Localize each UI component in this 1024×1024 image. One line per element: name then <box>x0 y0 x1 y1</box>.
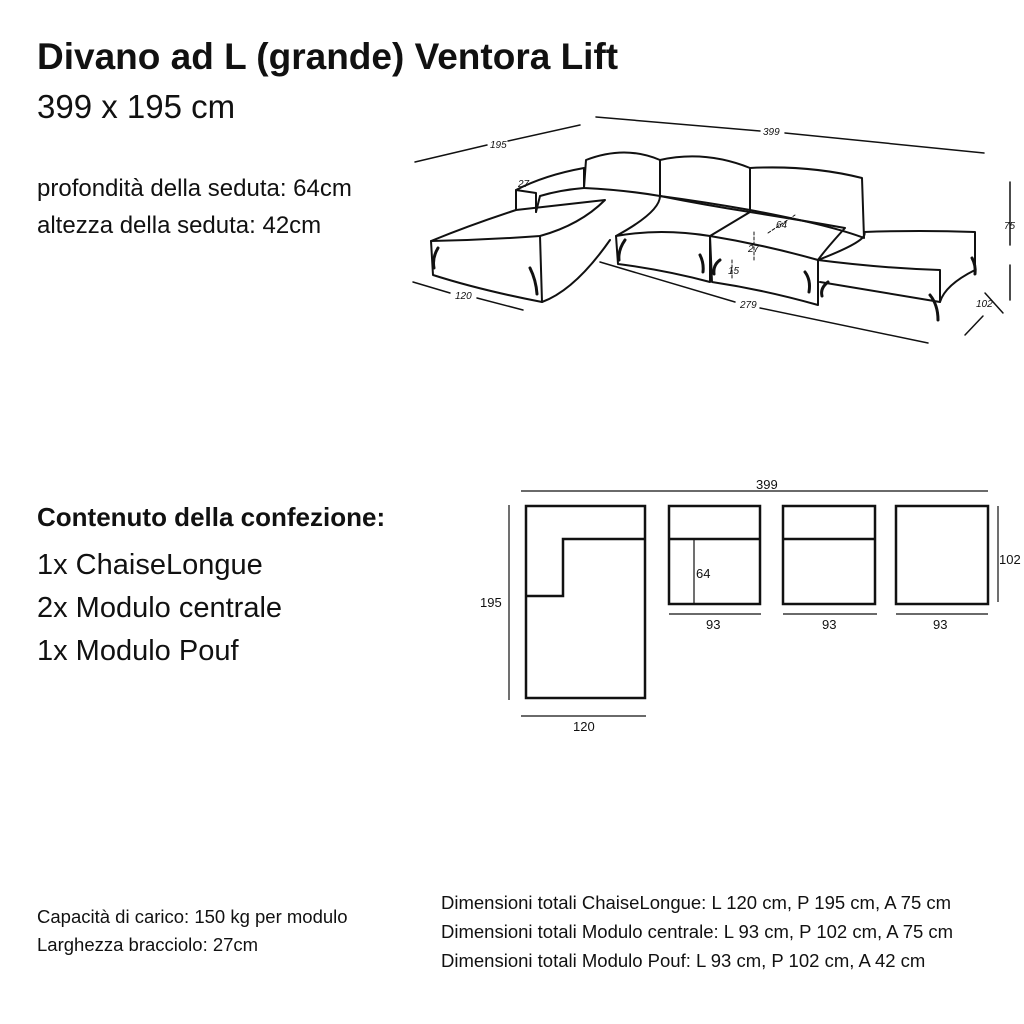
package-item: 1x ChaiseLongue <box>37 549 263 581</box>
central-module-outline <box>669 506 760 604</box>
pouf-module-outline <box>896 506 988 604</box>
chaise-longue-outline <box>526 506 645 698</box>
dim-seat-height-label: 27 <box>748 244 760 255</box>
load-capacity-text: Capacità di carico: 150 kg per modulo <box>37 906 348 927</box>
plan-seat-depth-label: 64 <box>696 566 711 581</box>
package-item: 2x Modulo centrale <box>37 592 283 624</box>
plan-chaise-depth-label: 195 <box>480 595 502 610</box>
armrest-width-text: Larghezza bracciolo: 27cm <box>37 934 259 955</box>
dim-102-label: 102 <box>976 299 993 310</box>
package-item: 1x Modulo Pouf <box>37 635 239 667</box>
plan-module-width-label: 93 <box>822 617 837 632</box>
dim-seat-depth-label: 64 <box>776 220 788 231</box>
plan-module-width-label: 93 <box>706 617 721 632</box>
plan-module-depth-label: 102 <box>999 552 1021 567</box>
dim-armrest-label: 27 <box>518 179 530 190</box>
dim-195-label: 195 <box>490 140 507 151</box>
dim-75-label: 75 <box>1004 221 1016 232</box>
chaise-dimensions-text: Dimensioni totali ChaiseLongue: L 120 cm, P 195 cm, A 75 cm <box>441 892 952 913</box>
spec-seat-height: altezza della seduta: 42cm <box>37 212 322 239</box>
plan-total-width-label: 399 <box>756 477 778 492</box>
central-module-outline <box>783 506 875 604</box>
dim-leg-height-label: 15 <box>728 266 740 277</box>
dim-120-label: 120 <box>455 291 472 302</box>
central-module-dimensions-text: Dimensioni totali Modulo centrale: L 93 cm, P 102 cm, A 75 cm <box>441 921 954 942</box>
plan-module-width-label: 93 <box>933 617 948 632</box>
dim-279-label: 279 <box>740 300 757 311</box>
plan-chaise-width-label: 120 <box>573 719 595 734</box>
product-title: Divano ad L (grande) Ventora Lift <box>37 36 619 77</box>
pouf-dimensions-text: Dimensioni totali Modulo Pouf: L 93 cm, P 102 cm, A 42 cm <box>441 950 926 971</box>
dim-399-label: 399 <box>763 127 780 138</box>
package-contents-title: Contenuto della confezione: <box>37 502 386 532</box>
product-dimensions: 399 x 195 cm <box>37 88 236 125</box>
spec-seat-depth: profondità della seduta: 64cm <box>37 175 352 202</box>
